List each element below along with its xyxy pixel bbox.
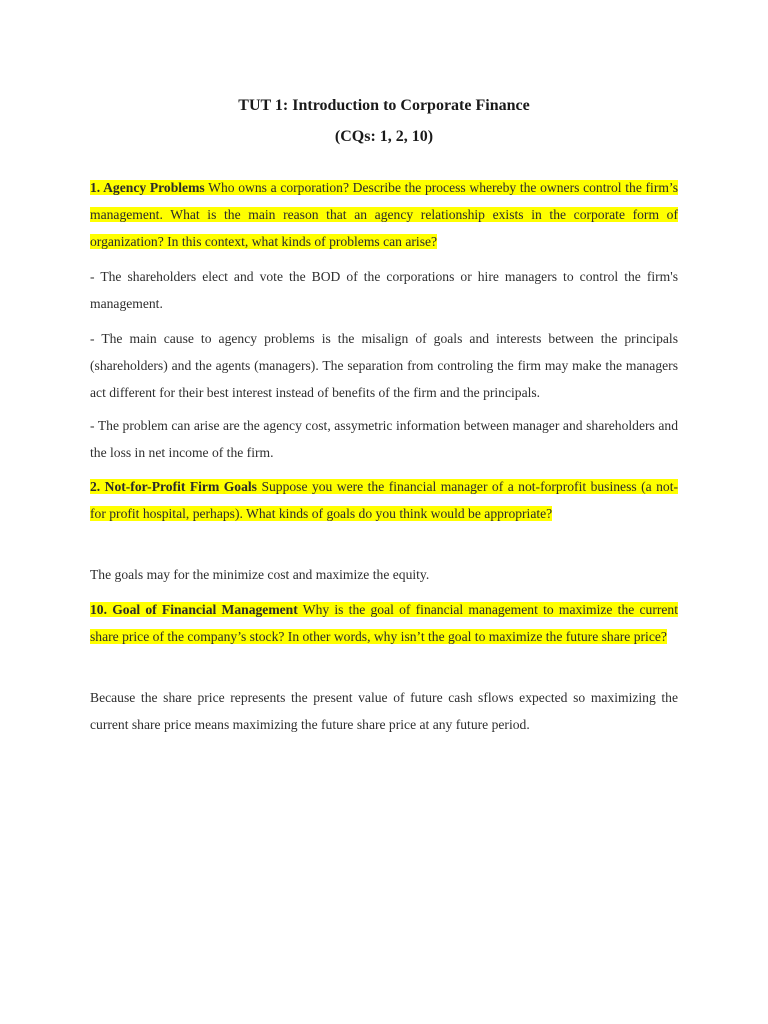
question-2-text: Suppose you were the financial manager of a not-forprofit business (a not-for profit hospital, perhaps). What kinds of goals do you think would be appropriate? xyxy=(90,479,678,521)
question-1 xyxy=(90,174,678,255)
question-1-label: 1. Agency Problems xyxy=(90,180,205,195)
document-title: TUT 1: Introduction to Corporate Finance xyxy=(238,97,530,114)
document-subtitle: (CQs: 1, 2, 10) xyxy=(334,128,434,145)
question-10 xyxy=(90,596,678,650)
question-10-text: Why is the goal of financial management to maximize the current share price of the company’s stock? In other words, why isn’t the goal to maximize the future share price? xyxy=(90,602,678,644)
answer-1-1: - The shareholders elect and vote the BOD of the corporations or hire managers to control the firm's management. xyxy=(90,269,678,311)
question-10-label: 10. Goal of Financial Management xyxy=(90,602,298,617)
question-1-text: Who owns a corporation? Describe the process whereby the owners control the firm’s management. What is the main reason that an agency relationship exists in the corporate form of organization? In this context, what kinds of problems can arise? xyxy=(90,180,678,249)
question-1-highlight xyxy=(90,180,678,249)
question-2 xyxy=(90,473,678,527)
question-2-highlight xyxy=(90,479,678,521)
answer-2-1: The goals may for the minimize cost and maximize the equity. xyxy=(90,567,430,582)
question-2-label: 2. Not-for-Profit Firm Goals xyxy=(90,479,257,494)
answer-10-1: Because the share price represents the present value of future cash sflows expected so maximizing the current share price means maximizing the future share price at any future period. xyxy=(90,690,678,732)
answer-1-2: - The main cause to agency problems is the misalign of goals and interests between the principals (shareholders) and the agents (managers). The separation from controling the firm may make the managers act different for their best interest instead of benefits of the firm and the principals. xyxy=(90,331,678,400)
answer-1-3: - The problem can arise are the agency cost, assymetric information between manager and shareholders and the loss in net income of the firm. xyxy=(90,418,678,460)
question-10-highlight xyxy=(90,602,678,644)
